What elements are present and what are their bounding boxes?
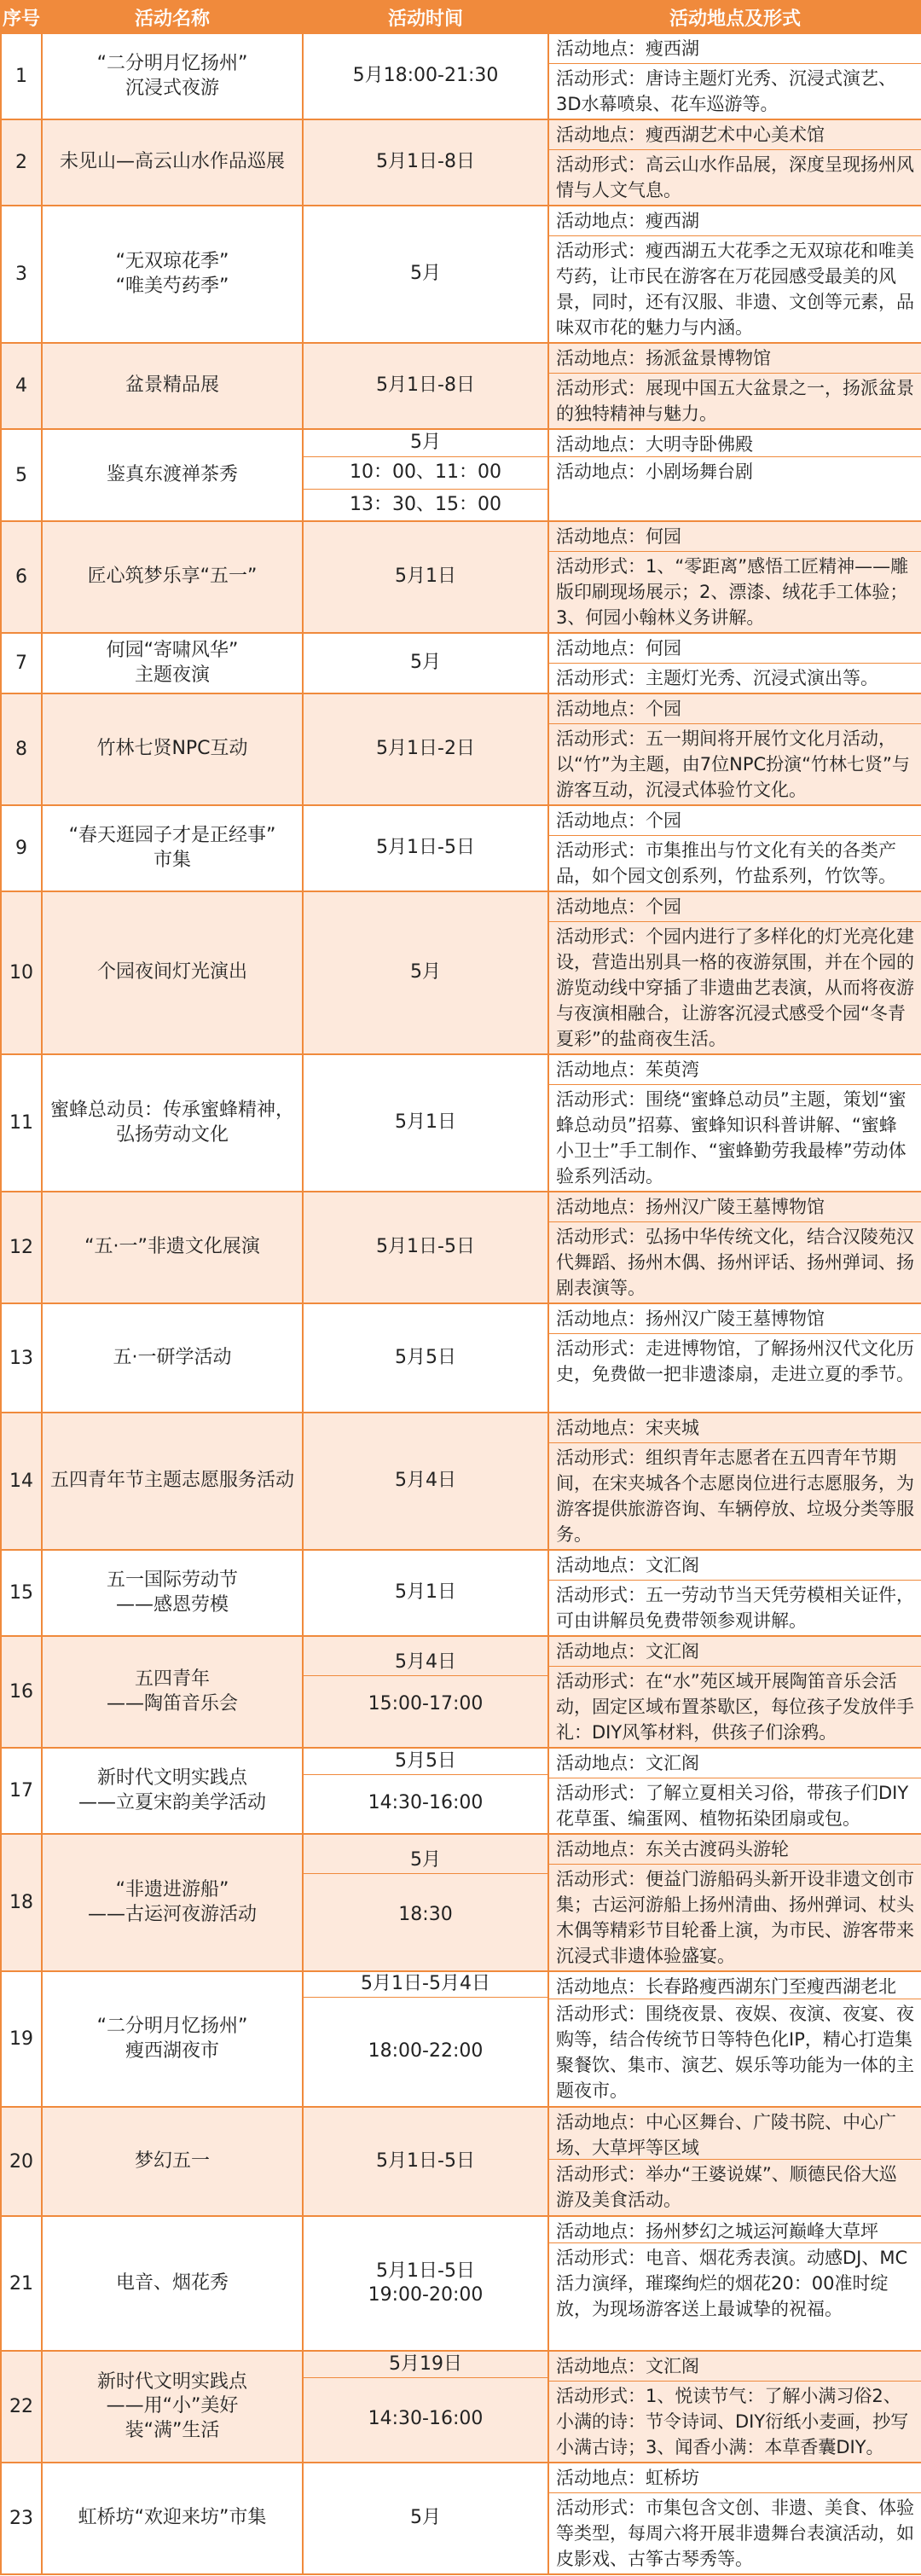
- activity-location: 活动地点：扬州汉广陵王墓博物馆: [556, 1197, 825, 1217]
- location-format-cell: [548, 33, 921, 119]
- activity-time: 5月: [410, 432, 441, 454]
- row-number: 15: [1, 1550, 42, 1636]
- activity-time: 5月1日-5日: [376, 837, 475, 859]
- activity-name: 虹桥坊“欢迎来坊”市集: [42, 2463, 303, 2574]
- activity-time: 15:00-17:00: [304, 1675, 547, 1733]
- activity-time-cell: [303, 891, 548, 1054]
- row-number: 14: [1, 1413, 42, 1550]
- row-number: 4: [1, 343, 42, 429]
- row-number: 10: [1, 891, 42, 1054]
- location-format-cell: [548, 1303, 921, 1413]
- activity-description: 活动形式：高云山水作品展，深度呈现扬州风情与人文气息。: [549, 149, 921, 205]
- activity-time-cell: [303, 521, 548, 633]
- table-row: [1, 2107, 921, 2216]
- table-row: [1, 429, 921, 521]
- activity-time-cell: [303, 119, 548, 206]
- activity-description: 活动形式：唐诗主题灯光秀、沉浸式演艺、3D水幕喷泉、花车巡游等。: [549, 63, 921, 119]
- activity-name: “无双琼花季” “唯美芍药季”: [42, 206, 303, 343]
- activity-name: 五一国际劳动节 ——感恩劳模: [42, 1550, 303, 1636]
- header-row: [1, 1, 921, 33]
- activity-time: 5月: [410, 1849, 441, 1871]
- activity-description: 活动形式：展现中国五大盆景之一，扬派盆景的独特精神与魅力。: [549, 373, 921, 428]
- location-format-cell: [548, 633, 921, 693]
- location-format-cell: [548, 1971, 921, 2107]
- activity-name: “二分明月忆扬州” 沉浸式夜游: [42, 33, 303, 119]
- activity-time: 18:00-22:00: [304, 1997, 547, 2106]
- row-number: 11: [1, 1054, 42, 1192]
- row-number: 19: [1, 1971, 42, 2107]
- table-row: [1, 1413, 921, 1550]
- table-row: [1, 1192, 921, 1303]
- row-number: 7: [1, 633, 42, 693]
- row-number: 18: [1, 1834, 42, 1971]
- activity-time-cell: [303, 1834, 548, 1971]
- activity-time: 5月1日-2日: [376, 738, 475, 760]
- activity-time-cell: [303, 1192, 548, 1303]
- activity-name: 个园夜间灯光演出: [42, 891, 303, 1054]
- activity-time-cell: [303, 2463, 548, 2574]
- activity-location: 活动地点：瘦西湖艺术中心美术馆: [556, 125, 825, 145]
- row-number: 23: [1, 2463, 42, 2574]
- table-row: [1, 1054, 921, 1192]
- activity-description: 活动形式：市集推出与竹文化有关的各类产品，如个园文创系列，竹盐系列，竹饮等。: [549, 835, 921, 891]
- activity-time-cell: [303, 1054, 548, 1192]
- activity-time-cell: [303, 1550, 548, 1636]
- activity-name: 五四青年节主题志愿服务活动: [42, 1413, 303, 1550]
- activity-name: 五·一研学活动: [42, 1303, 303, 1413]
- activity-location: 活动地点：个园: [556, 810, 681, 831]
- activity-time: 5月: [410, 652, 441, 674]
- activity-name: 未见山—高云山水作品巡展: [42, 119, 303, 206]
- table-row: [1, 1550, 921, 1636]
- activity-description: 活动形式：围绕“蜜蜂总动员”主题，策划“蜜蜂总动员”招募、蜜蜂知识科普讲解、“蜜蜂小卫士”手工制作、“蜜蜂勤劳我最棒”劳动体验系列活动。: [549, 1084, 921, 1191]
- activity-time-cell: [303, 343, 548, 429]
- location-format-cell: [548, 1636, 921, 1748]
- activity-time: 5月1日-5日: [376, 2150, 475, 2172]
- activity-location: 活动地点：个园: [556, 699, 681, 719]
- activity-time: 5月5日: [395, 1750, 456, 1772]
- activity-location: 活动地点：文汇阁: [556, 2356, 699, 2376]
- location-format-cell: [548, 1413, 921, 1550]
- row-number: 6: [1, 521, 42, 633]
- row-number: 5: [1, 429, 42, 521]
- activity-location: 活动地点：宋夹城: [556, 1418, 699, 1438]
- activity-description: 活动形式：主题灯光秀、沉浸式演出等。: [549, 663, 921, 693]
- activity-time-cell: [303, 1636, 548, 1748]
- activity-location: 活动地点：虹桥坊: [556, 2468, 699, 2488]
- row-number: 13: [1, 1303, 42, 1413]
- activity-time: 5月1日: [395, 1581, 456, 1604]
- activity-time-cell: [303, 1971, 548, 2107]
- location-format-cell: [548, 891, 921, 1054]
- location-format-cell: [548, 1748, 921, 1834]
- activity-name: 梦幻五一: [42, 2107, 303, 2216]
- activity-location: 活动地点：东关古渡码头游轮: [556, 1839, 789, 1859]
- location-format-cell: [548, 1834, 921, 1971]
- location-format-cell: [548, 343, 921, 429]
- header-number: 序号: [1, 1, 42, 33]
- activity-location: 活动地点：文汇阁: [556, 1753, 699, 1773]
- activity-location: 活动地点：何园: [556, 526, 681, 547]
- activity-time-cell: [303, 633, 548, 693]
- activity-name: 蜜蜂总动员：传承蜜蜂精神， 弘扬劳动文化: [42, 1054, 303, 1192]
- activity-time-cell: [303, 805, 548, 891]
- table-row: [1, 1303, 921, 1413]
- activity-time-cell: [303, 1413, 548, 1550]
- table-row: [1, 206, 921, 343]
- activity-location: 活动地点：长春路瘦西湖东门至瘦西湖老北: [556, 1976, 896, 1997]
- activity-time-cell: [303, 2216, 548, 2351]
- row-number: 8: [1, 693, 42, 805]
- activity-time-cell: [303, 2351, 548, 2463]
- activity-location: 活动地点：文汇阁: [556, 1641, 699, 1662]
- activity-time: 13：30、15：00: [304, 489, 547, 520]
- row-number: 22: [1, 2351, 42, 2463]
- location-format-cell: [548, 119, 921, 206]
- table-row: [1, 33, 921, 119]
- row-number: 17: [1, 1748, 42, 1834]
- row-number: 16: [1, 1636, 42, 1748]
- table-row: [1, 633, 921, 693]
- table-row: [1, 1748, 921, 1834]
- activity-description: 活动形式：1、“零距离”感悟工匠精神——雕版印刷现场展示；2、漂漆、绒花手工体验；3、何园小翰林义务讲解。: [549, 551, 921, 632]
- table-row: [1, 2463, 921, 2574]
- row-number: 2: [1, 119, 42, 206]
- row-number: 9: [1, 805, 42, 891]
- activity-time: 14:30-16:00: [304, 1774, 547, 1832]
- activity-time: 5月4日: [395, 1470, 456, 1492]
- header-activity-name: 活动名称: [42, 1, 303, 33]
- table-row: [1, 119, 921, 206]
- activity-description: 活动形式：五一期间将开展竹文化月活动，以“竹”为主题，由7位NPC扮演“竹林七贤”与游客互动，沉浸式体验竹文化。: [549, 723, 921, 804]
- location-format-cell: [548, 429, 921, 521]
- activity-time-cell: [303, 206, 548, 343]
- activity-location: 活动地点：瘦西湖: [556, 38, 699, 59]
- activity-description: 活动形式：走进博物馆，了解扬州汉代文化历史，免费做一把非遗漆扇，走进立夏的季节。: [549, 1333, 921, 1389]
- activity-time: 5月5日: [395, 1346, 456, 1368]
- activity-time: 18:30: [304, 1873, 547, 1957]
- activity-description: 活动形式：举办“王婆说媒”、顺德民俗大巡游及美食活动。: [549, 2159, 921, 2215]
- activity-name: “非遗进游船” ——古运河夜游活动: [42, 1834, 303, 1971]
- activity-time-cell: [303, 1748, 548, 1834]
- activity-name: 新时代文明实践点 ——立夏宋韵美学活动: [42, 1748, 303, 1834]
- activity-name: 竹林七贤NPC互动: [42, 693, 303, 805]
- activity-time: 5月: [410, 2507, 441, 2529]
- table-row: [1, 1971, 921, 2107]
- location-format-cell: [548, 2216, 921, 2351]
- activity-time: 5月1日-5日: [376, 1236, 475, 1258]
- activity-time: 14:30-16:00: [304, 2377, 547, 2461]
- table-row: [1, 343, 921, 429]
- activity-location: 活动地点：何园: [556, 638, 681, 659]
- location-format-cell: [548, 1550, 921, 1636]
- activity-time: 5月1日: [395, 1111, 456, 1134]
- row-number: 20: [1, 2107, 42, 2216]
- activity-time-cell: [303, 693, 548, 805]
- table-row: [1, 1834, 921, 1971]
- activity-time: 5月: [410, 961, 441, 983]
- header-location-format: 活动地点及形式: [548, 1, 921, 33]
- activity-description: 活动形式：瘦西湖五大花季之无双琼花和唯美芍药，让市民在游客在万花园感受最美的风景，同时，还有汉服、非遗、文创等元素，品味双市花的魅力与内涵。: [549, 235, 921, 342]
- activity-name: 鉴真东渡禅茶秀: [42, 429, 303, 521]
- activity-location: 活动地点：扬派盆景博物馆: [556, 348, 771, 368]
- activity-name: “五·一”非遗文化展演: [42, 1192, 303, 1303]
- activity-time: 5月19日: [389, 2353, 462, 2376]
- activity-name: “春天逛园子才是正经事” 市集: [42, 805, 303, 891]
- activity-time-cell: [303, 429, 548, 521]
- row-number: 1: [1, 33, 42, 119]
- activity-description: 活动形式：个园内进行了多样化的灯光亮化建设，营造出别具一格的夜游氛围，并在个园的游览动线中穿插了非遗曲艺表演，从而将夜游与夜演相融合，让游客沉浸式感受个园“冬青夏彩”的盐商夜生活。: [549, 921, 921, 1053]
- activity-description: 活动形式：便益门游船码头新开设非遗文创市集；古运河游船上扬州清曲、扬州弹词、杖头木偶等精彩节目轮番上演，为市民、游客带来沉浸式非遗体验盛宴。: [549, 1864, 921, 1970]
- activity-name: 盆景精品展: [42, 343, 303, 429]
- activity-description: 活动形式：电音、烟花秀表演。动感DJ、MC活力演绎，璀璨绚烂的烟花20：00准时绽放，为现场游客送上最诚挚的祝福。: [549, 2242, 921, 2350]
- activity-location: 活动地点：文汇阁: [556, 1555, 699, 1575]
- table-row: [1, 891, 921, 1054]
- table-row: [1, 521, 921, 633]
- location-format-cell: [548, 2463, 921, 2574]
- table-row: [1, 693, 921, 805]
- activity-name: 电音、烟花秀: [42, 2216, 303, 2351]
- activity-location: 活动地点：中心区舞台、广陵书院、中心广场、大草坪等区域: [556, 2112, 896, 2158]
- activity-location: 活动地点：大明寺卧佛殿: [556, 434, 753, 455]
- table-row: [1, 2216, 921, 2351]
- location-format-cell: [548, 2107, 921, 2216]
- activity-description: 活动形式：五一劳动节当天凭劳模相关证件，可由讲解员免费带领参观讲解。: [549, 1580, 921, 1635]
- location-format-cell: [548, 521, 921, 633]
- activity-name: 五四青年 ——陶笛音乐会: [42, 1636, 303, 1748]
- table-row: [1, 805, 921, 891]
- table-row: [1, 2351, 921, 2463]
- activity-description: 活动形式：在“水”苑区域开展陶笛音乐会活动，固定区域布置茶歇区，每位孩子发放伴手礼：DIY风筝材料，供孩子们涂鸦。: [549, 1666, 921, 1747]
- activity-description: 活动形式：市集包含文创、非遗、美食、体验等类型，每周六将开展非遗舞台表演活动，如皮影戏、古筝古琴秀等。: [549, 2492, 921, 2573]
- location-format-cell: [548, 805, 921, 891]
- activity-name: 新时代文明实践点 ——用“小”美好 装“满”生活: [42, 2351, 303, 2463]
- activity-description: 活动形式：1、悦读节气：了解小满习俗2、小满的诗：节令诗词、DIY衍纸小麦画，抄写小满古诗；3、闻香小满：本草香囊DIY。: [549, 2381, 921, 2462]
- row-number: 12: [1, 1192, 42, 1303]
- activity-name: 匠心筑梦乐享“五一”: [42, 521, 303, 633]
- activity-time-cell: [303, 33, 548, 119]
- activity-description: 活动形式：弘扬中华传统文化，结合汉陵苑汉代舞蹈、扬州木偶、扬州评话、扬州弹词、扬剧表演等。: [549, 1221, 921, 1303]
- activity-time: 5月1日: [395, 566, 456, 588]
- activity-location: 活动地点：扬州梦幻之城运河巅峰大草坪: [556, 2221, 878, 2242]
- row-number: 21: [1, 2216, 42, 2351]
- activity-time-cell: [303, 2107, 548, 2216]
- activity-time: 5月1日-5日 19:00-20:00: [368, 2260, 484, 2306]
- activity-time: 5月1日-8日: [376, 374, 475, 397]
- activity-description: 活动形式：了解立夏相关习俗，带孩子们DIY花草蛋、编蛋网、植物拓染团扇或包。: [549, 1778, 921, 1833]
- activity-location: 活动地点：扬州汉广陵王墓博物馆: [556, 1308, 825, 1329]
- activity-time: 5月18:00-21:30: [352, 65, 499, 87]
- activity-location: 活动地点：个园: [556, 896, 681, 917]
- table-row: [1, 1636, 921, 1748]
- activity-location: 活动地点：茱萸湾: [556, 1059, 699, 1080]
- activity-description: 活动形式：围绕夜景、夜娱、夜演、夜宴、夜购等，结合传统节日等特色化IP，精心打造集聚餐饮、集市、演艺、娱乐等功能为一体的主题夜市。: [549, 1999, 921, 2105]
- activity-name: 何园“寄啸风华” 主题夜演: [42, 633, 303, 693]
- activity-time-cell: [303, 1303, 548, 1413]
- activity-time: 10：00、11：00: [304, 456, 547, 489]
- location-format-cell: [548, 693, 921, 805]
- activity-time: 5月4日: [395, 1651, 456, 1674]
- location-format-cell: [548, 2351, 921, 2463]
- activity-time: 5月1日-5月4日: [361, 1973, 490, 1995]
- location-format-cell: [548, 1054, 921, 1192]
- location-format-cell: [548, 206, 921, 343]
- activity-location: 活动地点：瘦西湖: [556, 211, 699, 231]
- activity-time: 5月: [410, 263, 441, 285]
- activity-time: 5月1日-8日: [376, 151, 475, 173]
- activity-name: “二分明月忆扬州” 瘦西湖夜市: [42, 1971, 303, 2107]
- location-format-cell: [548, 1192, 921, 1303]
- activity-description: 活动形式：组织青年志愿者在五四青年节期间，在宋夹城各个志愿岗位进行志愿服务，为游客提供旅游咨询、车辆停放、垃圾分类等服务。: [549, 1442, 921, 1549]
- activity-description: 活动地点：小剧场舞台剧: [549, 456, 921, 519]
- header-activity-time: 活动时间: [303, 1, 548, 33]
- row-number: 3: [1, 206, 42, 343]
